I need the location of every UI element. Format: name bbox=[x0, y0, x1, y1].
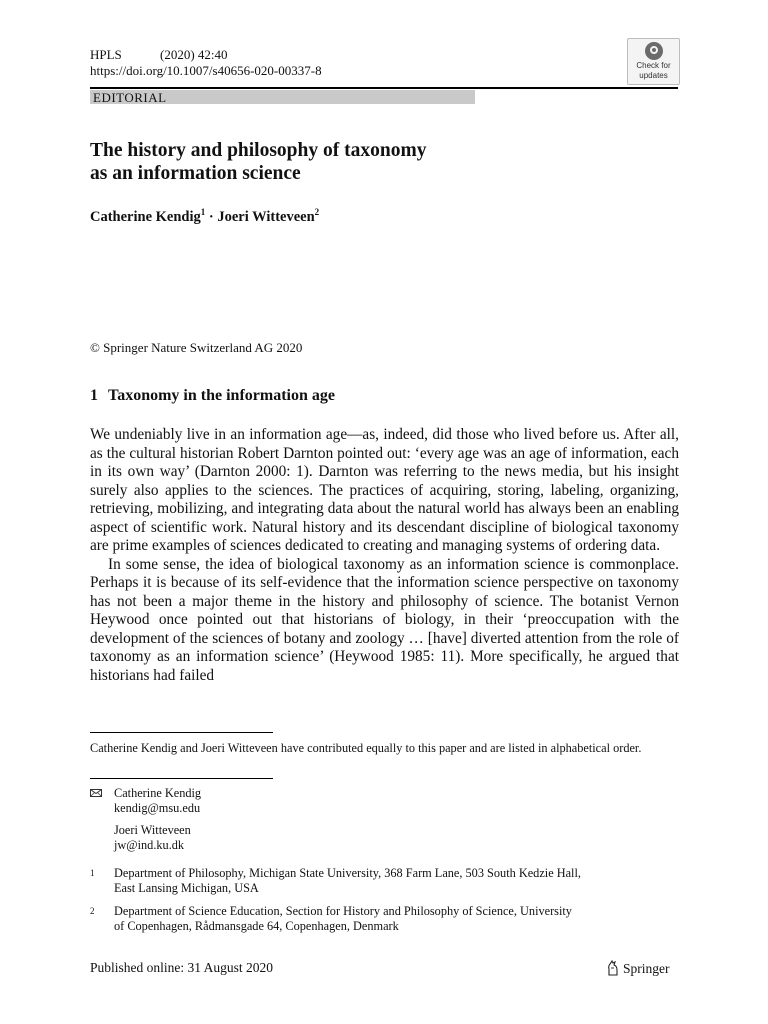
contact-rule bbox=[90, 778, 273, 779]
author-1-affiliation: 1 bbox=[200, 207, 206, 217]
publisher-name: Springer bbox=[623, 961, 670, 976]
badge-label-2: updates bbox=[639, 71, 668, 80]
footnote: Catherine Kendig and Joeri Witteveen have contributed equally to this paper and are listed in alphabetical order. bbox=[90, 741, 642, 755]
journal-volume: (2020) 42:40 bbox=[160, 47, 228, 62]
author-separator: · bbox=[205, 208, 218, 225]
affiliation-line-2: of Copenhagen, Rådmansgade 64, Copenhagen, Denmark bbox=[114, 919, 399, 933]
contact-email[interactable]: kendig@msu.edu bbox=[114, 801, 201, 815]
affiliation-number: 1 bbox=[90, 868, 95, 878]
contact-card bbox=[114, 823, 191, 853]
section-number: 1 bbox=[90, 387, 98, 404]
paragraph-2: In some sense, the idea of biological taxonomy as an information science is commonplace. Perhaps it is because of its self-evidence that the information science perspective on taxonomy has not been a major theme in the history and philosophy of science. The botanist Vernon Heywood once pointed out that historians of biology, in their ‘preoccupation with the development of the sciences of botany and zoology … [have] diverted attention from the role of taxonomy as an information science’ (Heywood 1985: 11). More specifically, he argued that historians had failed bbox=[90, 555, 679, 684]
contact-name: Catherine Kendig bbox=[114, 786, 202, 800]
title-line-1: The history and philosophy of taxonomy bbox=[90, 140, 427, 161]
section-title: Taxonomy in the information age bbox=[108, 387, 335, 404]
footnote-rule bbox=[90, 732, 273, 733]
article-title bbox=[90, 139, 590, 185]
affiliation-text bbox=[114, 866, 674, 896]
affiliation-line-2: East Lansing Michigan, USA bbox=[114, 881, 259, 895]
contact-email[interactable]: jw@ind.ku.dk bbox=[114, 838, 185, 852]
contact-name: Joeri Witteveen bbox=[114, 823, 191, 837]
affiliation-number: 2 bbox=[90, 906, 95, 916]
paragraph-1: We undeniably live in an information age—as, indeed, did those who lived before us. After all, as the cultural historian Robert Darnton pointed out: ‘every age was an age of information, each in its own way’ (Darnton 2000: 1). Darnton was referring to the news media, but his insight surely also applies to the sciences. The practices of acquiring, storing, labeling, organizing, retrieving, mobilizing, and integrating data about the natural world has always been an enabling aspect of scientific work. Natural history and its descendant discipline of biological taxonomy are prime examples of sciences dedicated to creating and managing systems of ordering data. bbox=[90, 426, 679, 554]
publisher-logo bbox=[606, 960, 670, 977]
check-for-updates-icon bbox=[645, 42, 663, 60]
author-2-affiliation: 2 bbox=[314, 207, 320, 217]
copyright-notice: © Springer Nature Switzerland AG 2020 bbox=[90, 340, 303, 355]
author-2[interactable]: Joeri Witteveen bbox=[217, 208, 315, 225]
section-heading bbox=[90, 387, 335, 405]
affiliation-line-1: Department of Science Education, Section for History and Philosophy of Science, University bbox=[114, 904, 572, 918]
envelope-icon bbox=[90, 789, 102, 797]
badge-label-1: Check for bbox=[636, 61, 671, 70]
author-1[interactable]: Catherine Kendig bbox=[90, 208, 201, 225]
springer-horse-icon bbox=[606, 960, 620, 976]
doi-link[interactable]: https://doi.org/10.1007/s40656-020-00337-8 bbox=[90, 63, 322, 78]
check-for-updates-badge[interactable] bbox=[627, 38, 680, 85]
title-line-2: as an information science bbox=[90, 163, 301, 184]
article-type-label: EDITORIAL bbox=[90, 90, 475, 104]
affiliation-line-1: Department of Philosophy, Michigan State University, 368 Farm Lane, 503 South Kedzie Hall, bbox=[114, 866, 581, 880]
header-rule bbox=[90, 87, 678, 89]
author-list bbox=[90, 207, 319, 226]
affiliation-text bbox=[114, 904, 674, 934]
journal-name: HPLS bbox=[90, 47, 122, 62]
body-text bbox=[90, 426, 679, 685]
publication-date: Published online: 31 August 2020 bbox=[90, 960, 274, 975]
contact-card bbox=[114, 786, 201, 816]
